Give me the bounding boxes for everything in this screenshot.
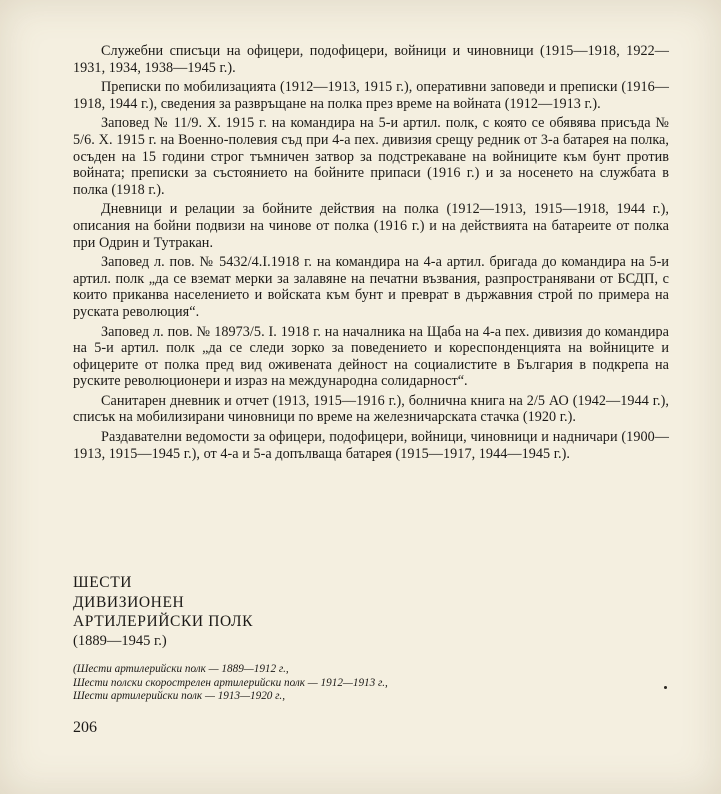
former-names bbox=[73, 663, 633, 704]
paragraph-order-5432: Заповед л. пов. № 5432/4.I.1918 г. на командира на 4-а артил. бригада до командира на 5-и артил. полк „да се вземат мерки за залавяне на печатни възвания, разпространявани от БСДП, с които приканва населението и войската към бунт и преврат в държавния строй по примера на руската революция“. bbox=[73, 254, 669, 320]
paragraph-diaries: Дневници и релации за бойните действия на полка (1912—1913, 1915—1918, 1944 г.), описания на бойни подвизи на чинове от полка (1916 г.) и на действията на батареите от полка при Одрин и Тутракан. bbox=[73, 201, 669, 251]
page-number: 206 bbox=[73, 719, 97, 736]
body-text bbox=[73, 43, 669, 465]
heading-line-2: ДИВИЗИОНЕН bbox=[73, 593, 185, 611]
heading-line-1: ШЕСТИ bbox=[73, 574, 133, 591]
paragraph-order-18973: Заповед л. пов. № 18973/5. I. 1918 г. на началника на Щаба на 4-а пех. дивизия до командира на 5-и артил. полк „да се следи зорко за поведението и кореспонденцията на войниците и офицерите от полка пред вид оживената дейност на социалистите в България в подкрепа на руските революционери и израз на международна солидарност“. bbox=[73, 323, 669, 390]
paragraph-mobilization: Преписки по мобилизацията (1912—1913, 1915 г.), оперативни заповеди и преписки (1916—1918, 1944 г.), сведения за развръщане на полка през време на войната (1912—1913 г.). bbox=[73, 79, 669, 112]
heading-years: (1889—1945 г.) bbox=[73, 632, 167, 649]
section-heading bbox=[73, 573, 473, 651]
former-name-1: (Шести артилерийски полк — 1889—1912 г., bbox=[73, 663, 289, 675]
heading-line-3: АРТИЛЕРИЙСКИ ПОЛК bbox=[73, 613, 254, 630]
paragraph-payrolls: Раздавателни ведомости за офицери, подофицери, войници, чиновници и надничари (1900—1913, 1915—1945 г.), от 4-а и 5-а допълваща батарея (1915—1917, 1944—1945 г.). bbox=[73, 429, 669, 462]
paragraph-order-1915: Заповед № 11/9. X. 1915 г. на командира на 5-и артил. полк, с която се обявява присъда № 5/6. X. 1915 г. на Военно-полевия съд при 4-а пех. дивизия срещу редник от 3-а батарея на полка, осъден на 15 години строг тъмничен затвор за подстрекаване на войниците към бунт против войната; преписки за състоянието на бойните припаси (1916 г.) и за носенето на службата в полка (1918 г.). bbox=[73, 115, 669, 198]
paragraph-service-lists: Служебни списъци на офицери, подофицери, войници и чиновници (1915—1918, 1922—1931, 1934, 1938—1945 г.). bbox=[73, 43, 669, 76]
former-name-3: Шести артилерийски полк — 1913—1920 г., bbox=[73, 690, 285, 703]
paragraph-sanitary: Санитарен дневник и отчет (1913, 1915—1916 г.), болнична книга на 2/5 АО (1942—1944 г.), списък на мобилизирани чиновници по време на железничарската стачка (1920 г.). bbox=[73, 392, 669, 426]
print-speck bbox=[664, 686, 667, 689]
former-name-2: Шести полски скорострелен артилерийски полк — 1912—1913 г., bbox=[73, 676, 388, 689]
